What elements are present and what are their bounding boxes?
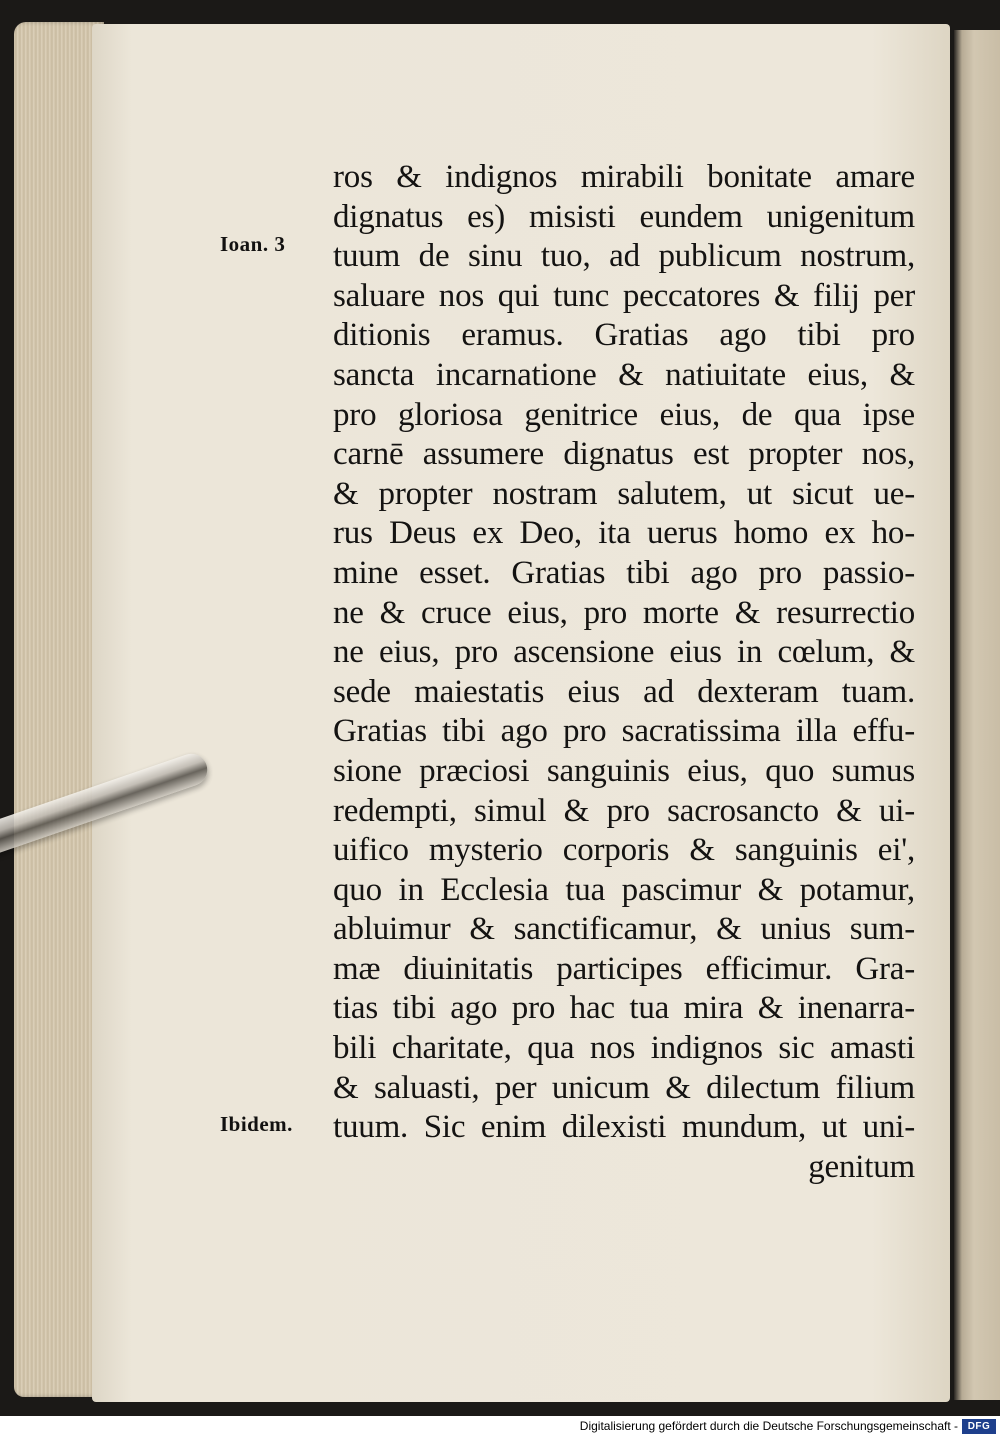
text-line: ne eius, pro ascensione eius in cœlum, & [333, 634, 915, 671]
dfg-logo: DFG [962, 1419, 996, 1434]
text-line: Gratias tibi ago pro sacratissima illa effu- [333, 713, 915, 750]
page-edges [14, 22, 104, 1397]
margin-note-ioan: Ioan. 3 [220, 232, 286, 256]
text-line: uifico mysterio corporis & sanguinis ei', [333, 832, 915, 869]
text-line: saluare nos qui tunc peccatores & filij per [333, 277, 915, 314]
text-line: & saluasti, per unicum & dilectum filium [333, 1069, 915, 1106]
footer-bar [0, 1416, 1000, 1438]
text-line: redempti, simul & pro sacrosancto & ui- [333, 792, 915, 829]
facing-page-edge [954, 30, 1000, 1400]
text-line: & propter nostram salutem, ut sicut ue- [333, 475, 915, 512]
footer-credit: Digitalisierung gefördert durch die Deutsche Forschungsgemeinschaft - [579, 1419, 958, 1433]
text-line: quo in Ecclesia tua pascimur & potamur, [333, 871, 915, 908]
text-line: rus Deus ex Deo, ita uerus homo ex ho- [333, 515, 915, 552]
text-line: pro gloriosa genitrice eius, de qua ipse [333, 396, 915, 433]
text-line: ditionis eramus. Gratias ago tibi pro [333, 317, 915, 354]
text-line: dignatus es) misisti eundem unigenitum [333, 198, 915, 235]
margin-note-ibidem: Ibidem. [220, 1112, 293, 1136]
text-line: tias tibi ago pro hac tua mira & inenarra- [333, 990, 915, 1027]
text-line: mæ diuinitatis participes efficimur. Gra- [333, 950, 915, 987]
text-line: mine esset. Gratias tibi ago pro passio- [333, 554, 915, 591]
text-line: tuum de sinu tuo, ad publicum nostrum, [333, 238, 915, 275]
text-line: sede maiestatis eius ad dexteram tuam. [333, 673, 915, 710]
text-line: sancta incarnatione & natiuitate eius, & [333, 356, 915, 393]
catchword: genitum [808, 1148, 915, 1185]
text-line: tuum. Sic enim dilexisti mundum, ut uni- [333, 1109, 915, 1146]
text-line: ne & cruce eius, pro morte & resurrectio [333, 594, 915, 631]
text-line: bili charitate, qua nos indignos sic amasti [333, 1030, 915, 1067]
text-line: abluimur & sanctificamur, & unius sum- [333, 911, 915, 948]
text-block [333, 158, 915, 1187]
text-line: sione præciosi sanguinis eius, quo sumus [333, 752, 915, 789]
text-line: ros & indignos mirabili bonitate amare [333, 159, 915, 195]
text-line: carnē assumere dignatus est propter nos, [333, 436, 915, 473]
